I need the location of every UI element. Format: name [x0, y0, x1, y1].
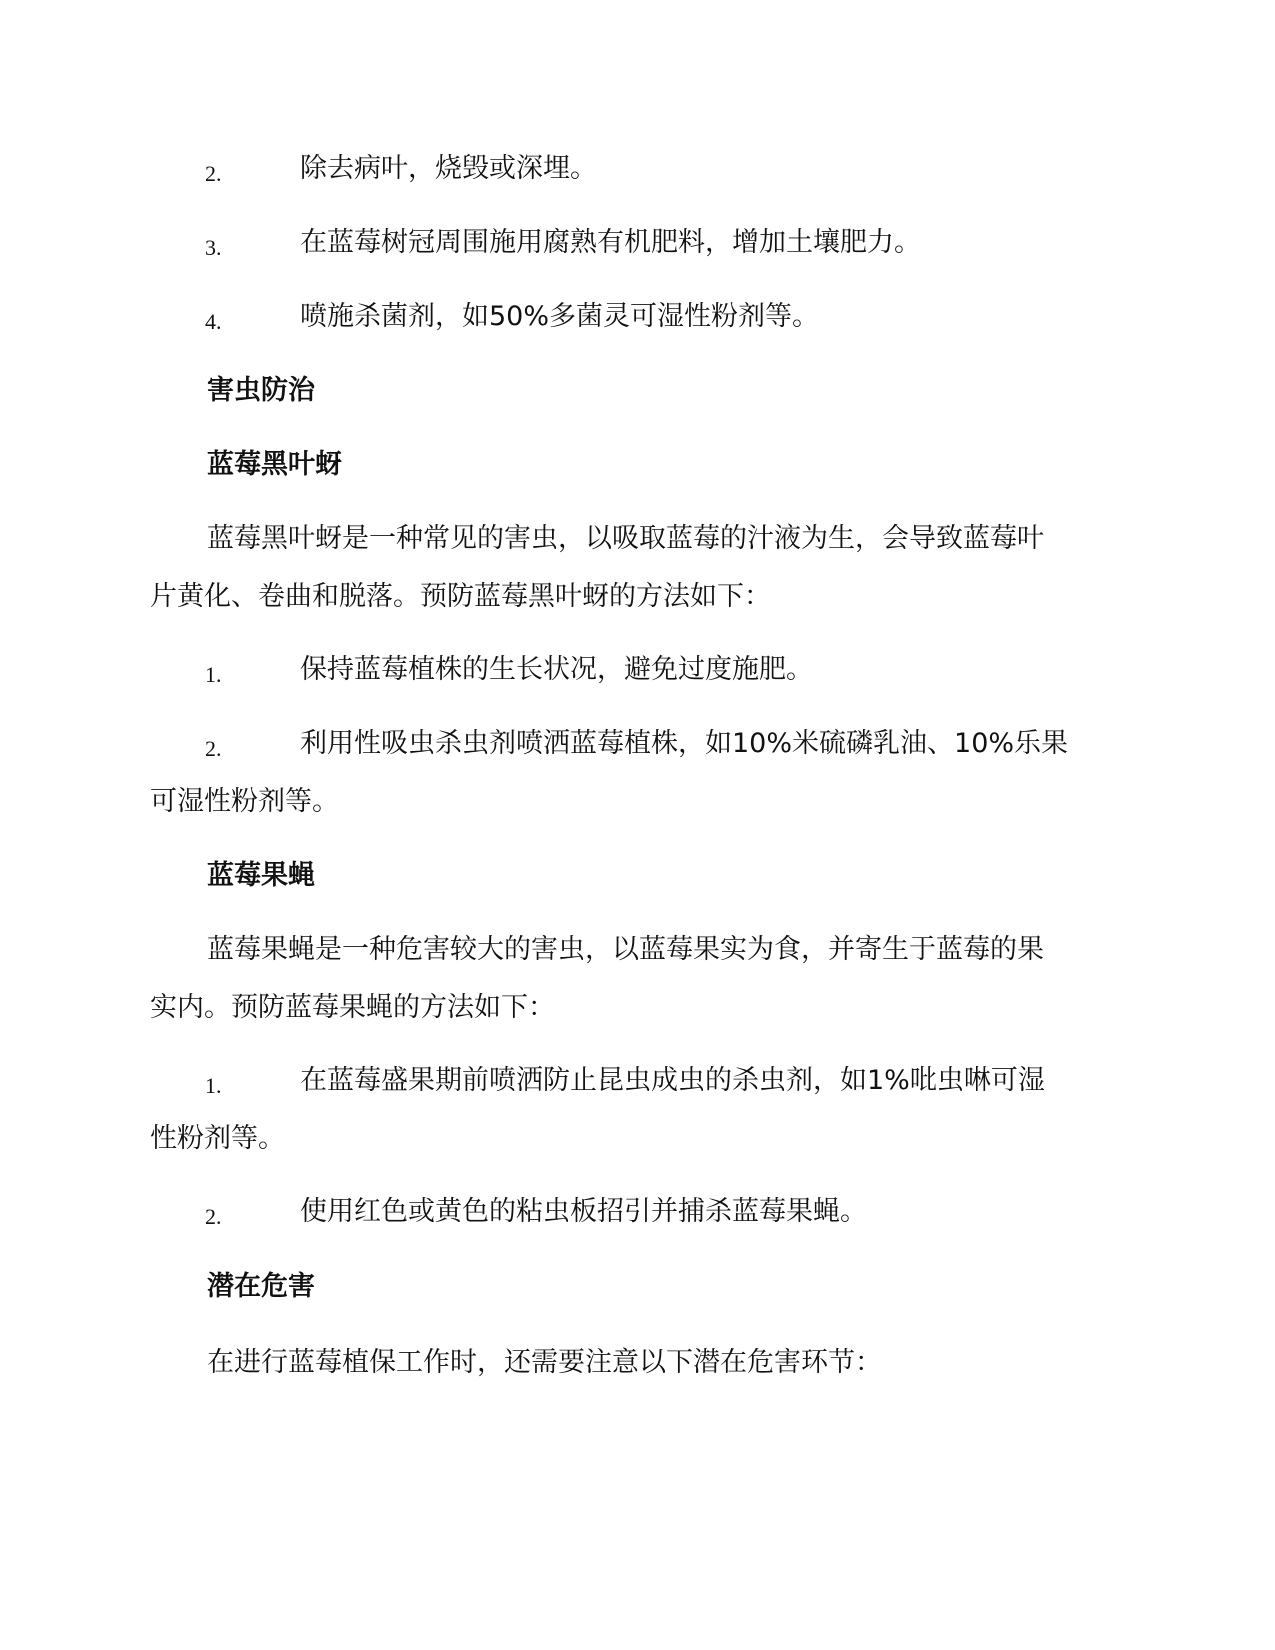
list-item-text: 喷施杀菌剂，如50%多菌灵可湿性粉剂等。 — [300, 301, 820, 332]
list-item-continuation: 性粉剂等。 — [150, 1123, 285, 1154]
list-item-continuation: 可湿性粉剂等。 — [150, 786, 339, 817]
list-number: 1. — [205, 1073, 222, 1098]
list-number: 3. — [205, 235, 222, 260]
list-item-text: 在蓝莓盛果期前喷洒防止昆虫成虫的杀虫剂，如1%吡虫啉可湿 — [300, 1065, 1045, 1096]
list-item-text: 保持蓝莓植株的生长状况，避免过度施肥。 — [300, 654, 813, 685]
paragraph-line: 在进行蓝莓植保工作时，还需要注意以下潜在危害环节： — [207, 1347, 882, 1378]
list-item-text: 除去病叶，烧毁或深埋。 — [300, 153, 597, 184]
list-item-text: 使用红色或黄色的粘虫板招引并捕杀蓝莓果蝇。 — [300, 1196, 867, 1227]
list-number: 2. — [205, 1204, 222, 1229]
section-heading-hazards: 潜在危害 — [207, 1271, 315, 1302]
paragraph-line: 实内。预防蓝莓果蝇的方法如下： — [150, 992, 555, 1023]
paragraph-line: 蓝莓果蝇是一种危害较大的害虫，以蓝莓果实为食，并寄生于蓝莓的果 — [207, 934, 1044, 965]
subsection-heading-aphid: 蓝莓黑叶蚜 — [207, 449, 342, 480]
list-number: 2. — [205, 736, 222, 761]
section-heading-pest-control: 害虫防治 — [207, 375, 315, 406]
list-number: 4. — [205, 309, 222, 334]
list-item-text: 在蓝莓树冠周围施用腐熟有机肥料，增加土壤肥力。 — [300, 227, 921, 258]
list-number: 2. — [205, 161, 222, 186]
paragraph-line: 片黄化、卷曲和脱落。预防蓝莓黑叶蚜的方法如下： — [150, 581, 771, 612]
list-number: 1. — [205, 662, 222, 687]
subsection-heading-fruitfly: 蓝莓果蝇 — [207, 860, 315, 891]
paragraph-line: 蓝莓黑叶蚜是一种常见的害虫，以吸取蓝莓的汁液为生，会导致蓝莓叶 — [207, 523, 1044, 554]
list-item-text: 利用性吸虫杀虫剂喷洒蓝莓植株，如10%米硫磷乳油、10%乐果 — [300, 728, 1069, 759]
